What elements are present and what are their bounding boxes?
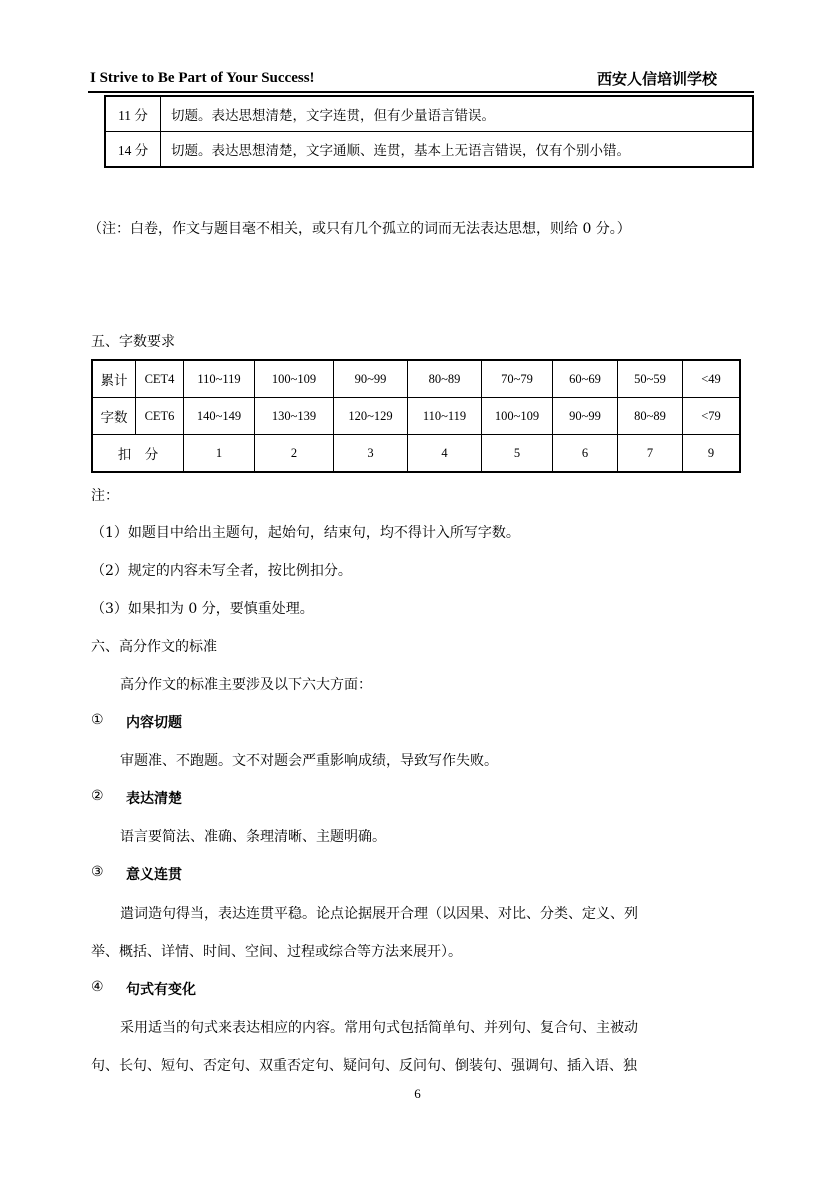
page-number: 6 <box>414 1086 421 1101</box>
note-item: （3）如果扣为 0 分，要慎重处理。 <box>91 601 314 617</box>
score-table <box>104 95 754 168</box>
item-heading: 内容切题 <box>126 715 182 731</box>
deduct-value: 1 <box>184 435 255 473</box>
deduct-label: 扣 分 <box>92 435 184 473</box>
item-text: 句、长句、短句、否定句、双重否定句、疑问句、反问句、倒装句、强调句、插入语、独 <box>91 1058 637 1074</box>
cet6-range: 120~129 <box>334 398 408 435</box>
cet4-range: 90~99 <box>334 360 408 398</box>
header-rule <box>88 91 754 93</box>
deduct-value: 9 <box>683 435 741 473</box>
table-row <box>92 398 740 435</box>
item-heading: 表达清楚 <box>126 791 182 807</box>
score-cell: 11 分 <box>105 96 161 132</box>
label-cumulative: 累计 <box>92 360 136 398</box>
deduct-value: 5 <box>482 435 553 473</box>
score-desc-cell: 切题。表达思想清楚，文字通顺、连贯，基本上无语言错误，仅有个别小错。 <box>161 132 754 168</box>
cet4-label: CET4 <box>136 360 184 398</box>
cet4-range: <49 <box>683 360 741 398</box>
cet4-range: 70~79 <box>482 360 553 398</box>
cet6-label: CET6 <box>136 398 184 435</box>
item-marker: ② <box>91 788 104 804</box>
cet4-range: 60~69 <box>553 360 618 398</box>
table-row <box>92 435 740 473</box>
score-cell: 14 分 <box>105 132 161 168</box>
item-heading: 意义连贯 <box>126 867 182 883</box>
section6-intro: 高分作文的标准主要涉及以下六大方面： <box>120 677 372 693</box>
cet4-range: 50~59 <box>618 360 683 398</box>
header-slogan: I Strive to Be Part of Your Success! <box>90 70 315 86</box>
section6-title: 六、高分作文的标准 <box>91 639 217 655</box>
item-text: 遣词造句得当，表达连贯平稳。论点论据展开合理（以因果、对比、分类、定义、列 <box>120 906 638 922</box>
deduct-value: 2 <box>255 435 334 473</box>
note-item: （1）如题目中给出主题句，起始句，结束句，均不得计入所写字数。 <box>91 525 520 541</box>
label-word-count: 字数 <box>92 398 136 435</box>
cet6-range: 110~119 <box>408 398 482 435</box>
zero-score-note: （注：白卷，作文与题目毫不相关，或只有几个孤立的词而无法表达思想，则给 0 分。） <box>88 221 631 237</box>
item-text: 语言要简法、准确、条理清晰、主题明确。 <box>120 829 386 845</box>
cet6-range: 140~149 <box>184 398 255 435</box>
cet6-range: 100~109 <box>482 398 553 435</box>
cet6-range: <79 <box>683 398 741 435</box>
word-count-table <box>91 359 741 473</box>
deduct-value: 7 <box>618 435 683 473</box>
item-heading: 句式有变化 <box>126 982 196 998</box>
header-school-name: 西安人信培训学校 <box>597 70 718 88</box>
item-text: 审题准、不跑题。文不对题会严重影响成绩，导致写作失败。 <box>120 753 498 769</box>
deduct-value: 4 <box>408 435 482 473</box>
cet4-range: 100~109 <box>255 360 334 398</box>
cet6-range: 130~139 <box>255 398 334 435</box>
cet6-range: 90~99 <box>553 398 618 435</box>
score-desc-cell: 切题。表达思想清楚，文字连贯，但有少量语言错误。 <box>161 96 754 132</box>
note-item: （2）规定的内容未写全者，按比例扣分。 <box>91 563 352 579</box>
item-marker: ① <box>91 712 104 728</box>
table-row <box>105 96 753 132</box>
table-row <box>92 360 740 398</box>
deduct-value: 6 <box>553 435 618 473</box>
item-marker: ③ <box>91 864 104 880</box>
cet6-range: 80~89 <box>618 398 683 435</box>
cet4-range: 110~119 <box>184 360 255 398</box>
item-text: 采用适当的句式来表达相应的内容。常用句式包括简单句、并列句、复合句、主被动 <box>120 1020 638 1036</box>
section5-title: 五、字数要求 <box>91 334 175 350</box>
table-row <box>105 132 753 168</box>
deduct-value: 3 <box>334 435 408 473</box>
item-marker: ④ <box>91 979 104 995</box>
item-text: 举、概括、详情、时间、空间、过程或综合等方法来展开）。 <box>91 944 462 960</box>
note-label: 注： <box>91 488 119 504</box>
cet4-range: 80~89 <box>408 360 482 398</box>
